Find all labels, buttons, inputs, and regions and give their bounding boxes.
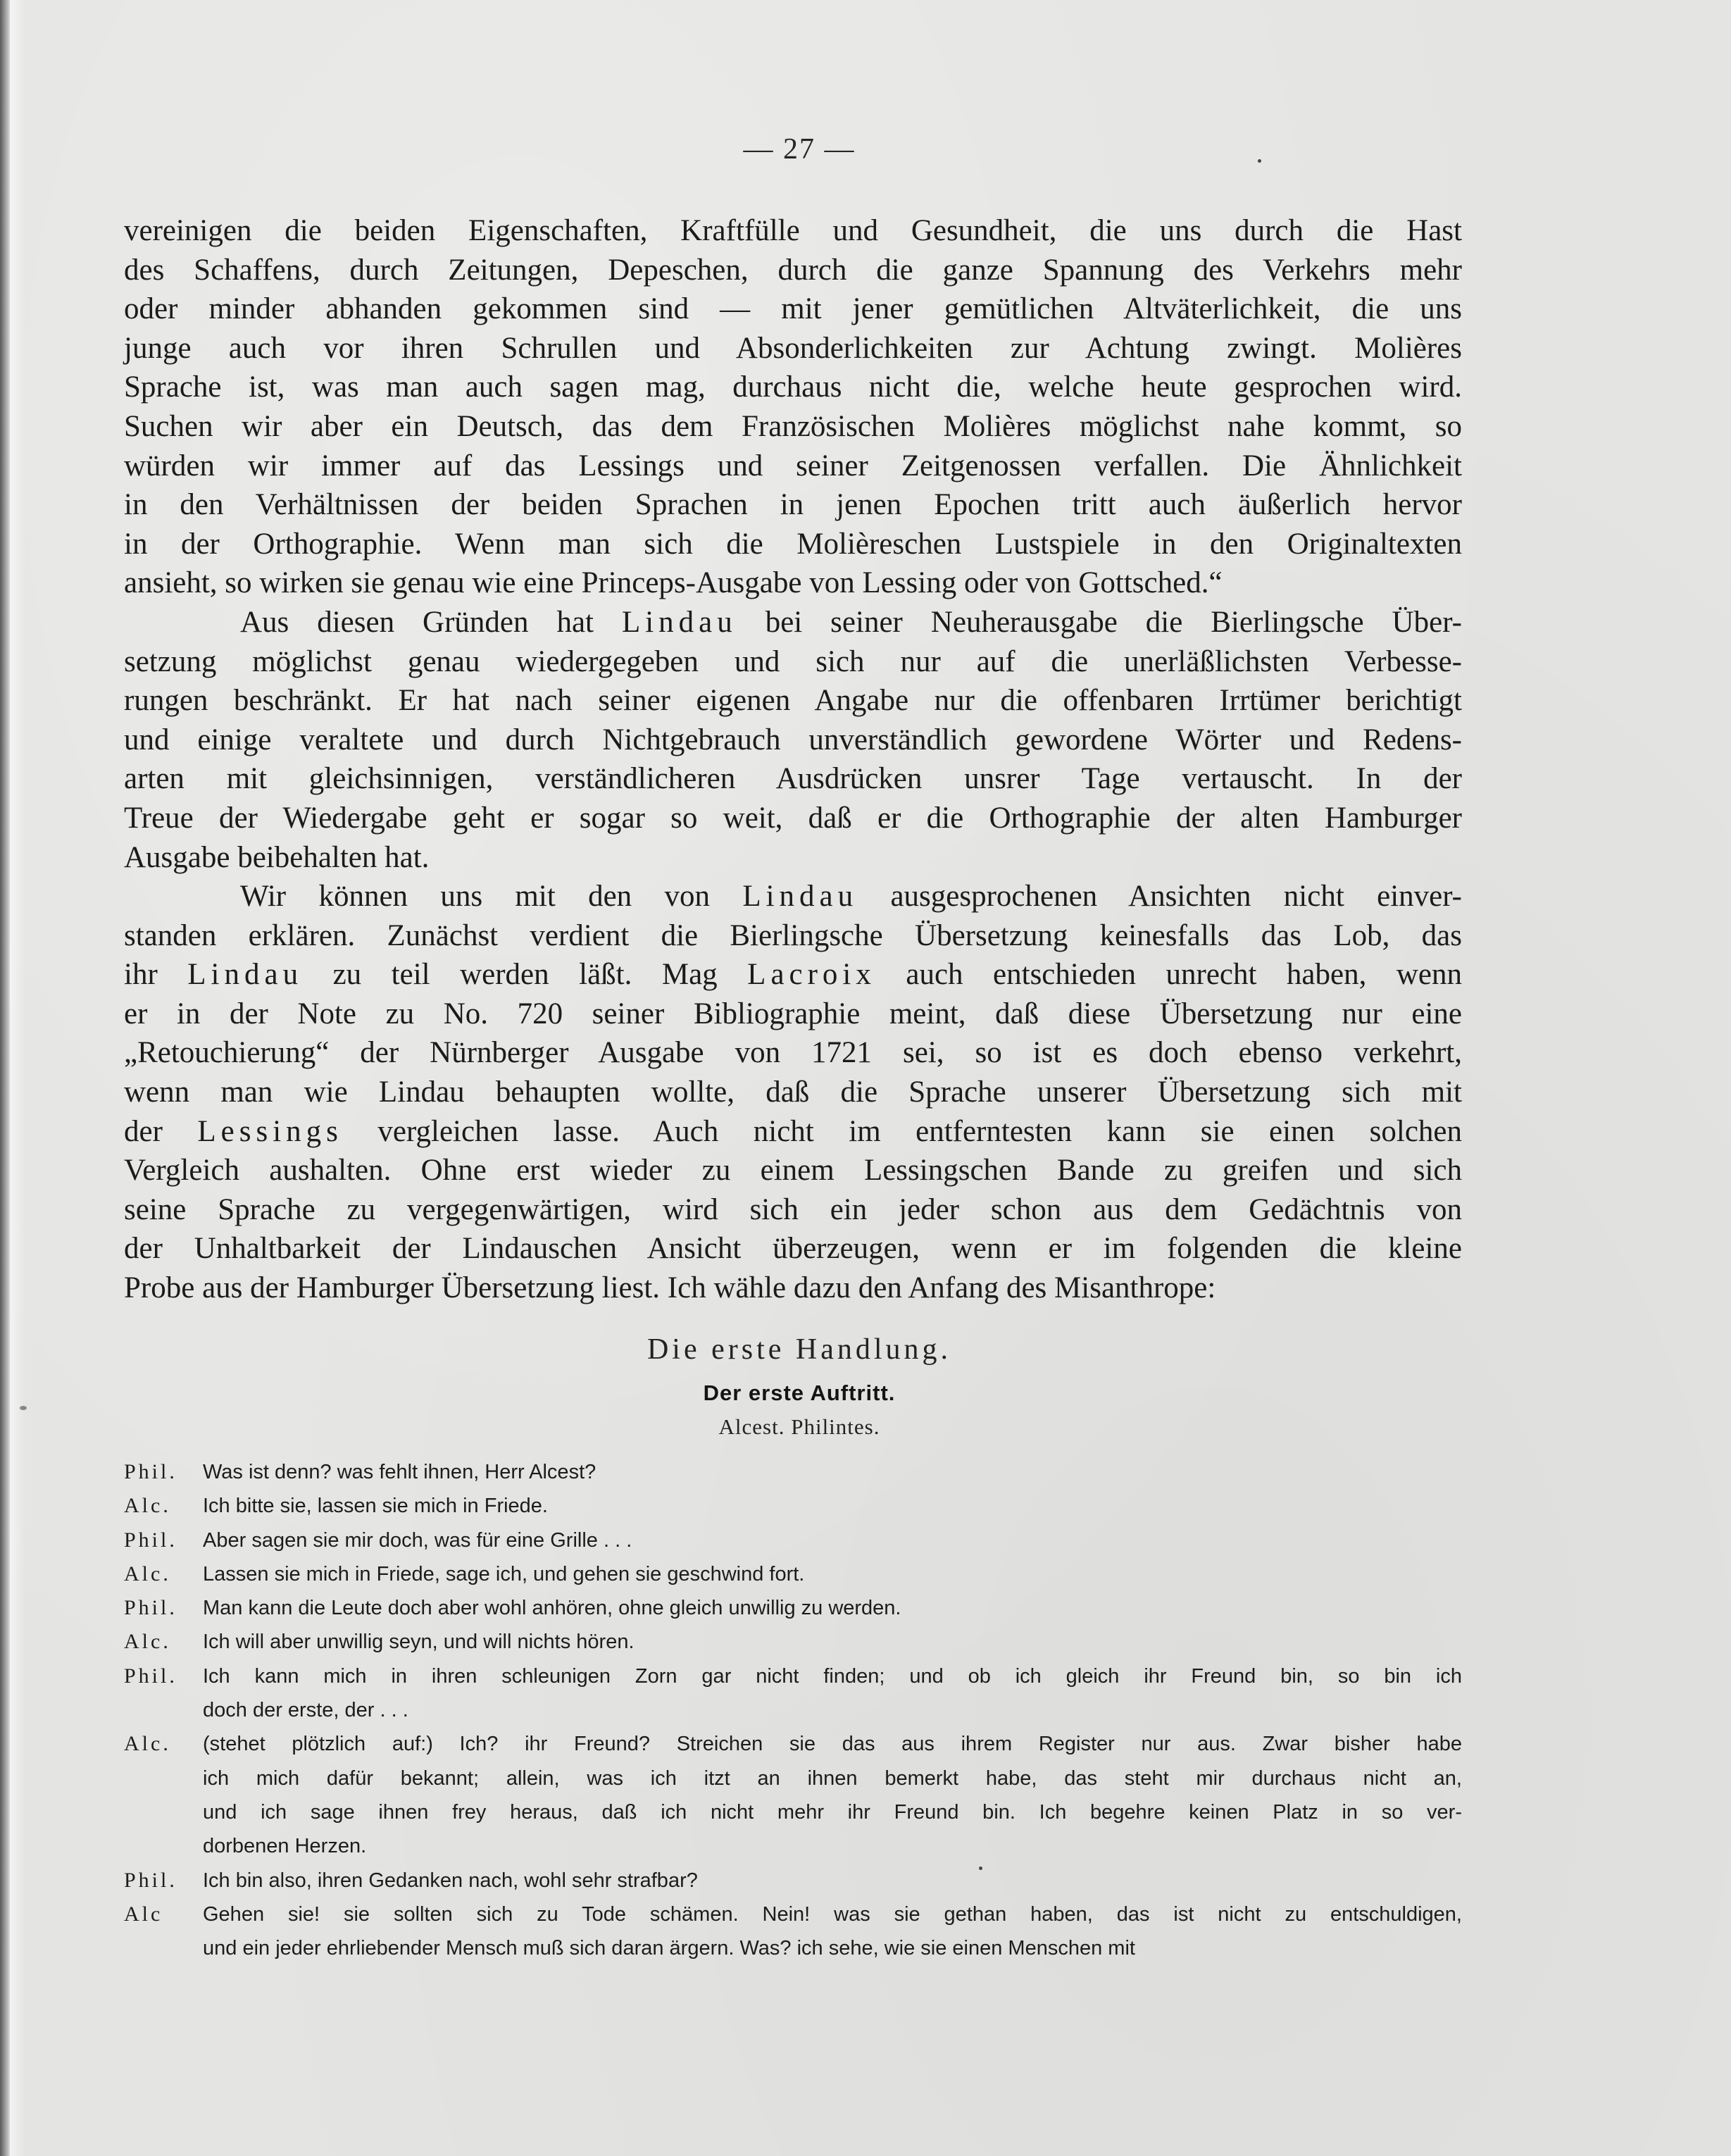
text-run: auch entschieden unrecht haben, wenn	[875, 958, 1462, 992]
speech	[124, 1625, 1462, 1659]
text-run: oder minder abhanden gekommen sind — mit jener gemütlichen Altväterlichkeit, die uns	[124, 292, 1462, 326]
text-run: der	[124, 1114, 198, 1148]
text-run: arten mit gleichsinnigen, verständlicheren Ausdrücken unsrer Tage vertauscht. In der	[124, 762, 1462, 796]
speech	[124, 1591, 1462, 1625]
speech-text	[203, 1591, 1462, 1625]
text-run: vereinigen die beiden Eigenschaften, Kraftfülle und Gesundheit, die uns durch die Hast	[124, 214, 1462, 247]
text-run: Vergleich aushalten. Ohne erst wieder zu einem Lessingschen Bande zu greifen und sich	[124, 1154, 1462, 1188]
text-run: Probe aus der Hamburger Übersetzung liest. Ich wähle dazu den Anfang des Misanthrope:	[124, 1271, 1216, 1305]
text-line	[124, 447, 1462, 486]
speech-line: Lassen sie mich in Friede, sage ich, und gehen sie geschwind fort.	[203, 1562, 805, 1585]
text-line	[124, 289, 1462, 329]
text-run: des Schaffens, durch Zeitungen, Depeschen, durch die ganze Spannung des Verkehrs mehr	[124, 253, 1462, 287]
speech-text	[203, 1557, 1462, 1591]
speech-line: Ich will aber unwillig seyn, und will nichts hören.	[203, 1631, 635, 1654]
text-run: junge auch vor ihren Schrullen und Absonderlichkeiten zur Achtung zwingt. Molières	[124, 331, 1462, 365]
text-line	[124, 485, 1462, 525]
text-line	[124, 329, 1462, 368]
text-line	[124, 1033, 1462, 1073]
text-run: „Retouchierung“ der Nürnberger Ausgabe von 1721 sei, so ist es doch ebenso verkehrt,	[124, 1036, 1462, 1070]
scene-heading: Der erste Auftritt.	[703, 1381, 896, 1405]
speech-line: Gehen sie! sie sollten sich zu Tode schämen. Nein! was sie gethan haben, das ist nicht zu entschuldigen,	[203, 1902, 1462, 1926]
text-run: zu teil werden läßt. Mag	[303, 958, 748, 992]
speech	[124, 1455, 1462, 1489]
speech-text	[203, 1727, 1462, 1863]
text-run: Suchen wir aber ein Deutsch, das dem Französischen Molières möglichst nahe kommt, so	[124, 409, 1462, 443]
speech-text	[203, 1625, 1462, 1659]
text-run: setzung möglichst genau wiedergegeben und sich nur auf die unerläßlichsten Verbesse-	[124, 644, 1462, 678]
speech-line: doch der erste, der . . .	[203, 1699, 408, 1722]
speech-line: Ich kann mich in ihren schleunigen Zorn gar nicht finden; und ob ich gleich ihr Freund bin, so bin ich	[203, 1664, 1462, 1688]
scan-speck	[979, 1867, 982, 1870]
text-run: ausgesprochenen Ansichten nicht einver-	[858, 880, 1463, 914]
speech	[124, 1489, 1462, 1523]
text-run: der Unhaltbarkeit der Lindauschen Ansicht überzeugen, wenn er im folgenden die kleine	[124, 1232, 1462, 1266]
text-run: ihr	[124, 958, 188, 992]
speaker-label: Phil.	[124, 1664, 177, 1688]
speaker-label: Phil.	[124, 1528, 177, 1552]
speaker-label: Phil.	[124, 1868, 177, 1892]
text-run: vergleichen lasse. Auch nicht im entferntesten kann sie einen solchen	[342, 1114, 1462, 1148]
text-line	[124, 995, 1462, 1034]
text-run: rungen beschränkt. Er hat nach seiner eigenen Angabe nur die offenbaren Irrtümer berichtigt	[124, 684, 1462, 718]
speaker-label: Alc.	[124, 1562, 171, 1585]
speech-line: Man kann die Leute doch aber wohl anhören, ohne gleich unwillig zu werden.	[203, 1597, 901, 1620]
text-line	[124, 251, 1462, 290]
text-line	[124, 407, 1462, 447]
speech-text	[203, 1864, 1462, 1898]
emphasized-name: Lindau	[187, 958, 304, 992]
text-line	[124, 1073, 1462, 1112]
text-run: wenn man wie Lindau behaupten wollte, daß die Sprache unserer Übersetzung sich mit	[124, 1076, 1462, 1109]
speaker-label: Phil.	[124, 1596, 177, 1620]
text-run: er in der Note zu No. 720 seiner Bibliographie meint, daß diese Übersetzung nur eine	[124, 997, 1462, 1030]
text-line	[124, 525, 1462, 564]
text-line	[124, 838, 1462, 878]
speech-line: und ein jeder ehrliebender Mensch muß sich daran ärgern. Was? ich sehe, wie sie einen Menschen mit	[203, 1937, 1135, 1960]
speech	[124, 1523, 1462, 1557]
text-line	[124, 603, 1462, 642]
speech	[124, 1727, 1462, 1863]
text-run: ansieht, so wirken sie genau wie eine Princeps-Ausgabe von Lessing oder von Gottsched.“	[124, 566, 1223, 600]
text-run: bei seiner Neuherausgabe die Bierlingsche Über-	[737, 605, 1462, 639]
text-run: und einige veraltete und durch Nichtgebrauch unverständlich gewordene Wörter und Redens-	[124, 723, 1462, 756]
text-run: in den Verhältnissen der beiden Sprachen in jenen Epochen tritt auch äußerlich hervor	[124, 488, 1462, 522]
text-line	[124, 916, 1462, 956]
dramatis-personae: Alcest. Philintes.	[718, 1414, 880, 1439]
speech-text	[203, 1489, 1462, 1523]
binding-shadow	[10, 0, 25, 2156]
text-run: standen erklären. Zunächst verdient die Bierlingsche Übersetzung keinesfalls das Lob, das	[124, 918, 1462, 952]
text-line	[124, 642, 1462, 682]
text-line	[124, 211, 1462, 251]
speech-text	[203, 1898, 1462, 1966]
speech	[124, 1864, 1462, 1898]
speech-line: (stehet plötzlich auf:) Ich? ihr Freund? Streichen sie das aus ihrem Register nur aus. Zwar bisher habe	[203, 1733, 1462, 1756]
speech-line: Was ist denn? was fehlt ihnen, Herr Alcest?	[203, 1461, 596, 1483]
speech	[124, 1557, 1462, 1591]
text-run: Sprache ist, was man auch sagen mag, durchaus nicht die, welche heute gesprochen wird.	[124, 370, 1462, 404]
dialogue	[124, 1455, 1462, 1965]
text-run: würden wir immer auf das Lessings und seiner Zeitgenossen verfallen. Die Ähnlichkeit	[124, 449, 1462, 482]
speech-line: ich mich dafür bekannt; allein, was ich itzt an ihnen bemerkt habe, das steht mir durchaus nicht an,	[203, 1766, 1462, 1790]
text-line	[124, 759, 1462, 799]
text-run: in der Orthographie. Wenn man sich die Molièreschen Lustspiele in den Originaltexten	[124, 527, 1462, 561]
speaker-label: Alc.	[124, 1630, 171, 1654]
body-text	[124, 211, 1462, 1308]
scan-speck	[1258, 159, 1261, 163]
text-line	[124, 1151, 1462, 1190]
text-run: Treue der Wiedergabe geht er sogar so weit, daß er die Orthographie der alten Hamburger	[124, 801, 1462, 835]
text-line	[124, 368, 1462, 407]
speaker-label: Alc.	[124, 1732, 171, 1756]
text-line	[124, 955, 1462, 995]
page-number: — 27 —	[743, 133, 856, 166]
speech-line: dorbenen Herzen.	[203, 1835, 367, 1858]
book-binding-edge	[0, 0, 10, 2156]
text-line	[124, 877, 1462, 916]
text-line	[124, 1190, 1462, 1230]
speech-line: Ich bitte sie, lassen sie mich in Friede.	[203, 1495, 548, 1518]
speech	[124, 1898, 1462, 1966]
text-line	[124, 1229, 1462, 1269]
emphasized-name: Lacroix	[747, 958, 876, 992]
text-run: Wir können uns mit den von	[240, 880, 743, 914]
speaker-label: Alc.	[124, 1494, 171, 1518]
scan-speck	[20, 1406, 27, 1410]
text-run: Aus diesen Gründen hat	[240, 605, 622, 639]
emphasized-name: Lindau	[621, 605, 737, 639]
act-heading: Die erste Handlung.	[646, 1333, 952, 1366]
text-line	[124, 1112, 1462, 1152]
speech-line: Ich bin also, ihren Gedanken nach, wohl sehr strafbar?	[203, 1869, 698, 1892]
speech-line: und ich sage ihnen frey heraus, daß ich nicht mehr ihr Freund bin. Ich begehre keinen Platz in so ver-	[203, 1800, 1462, 1824]
speech-text	[203, 1523, 1462, 1557]
text-line	[124, 681, 1462, 721]
emphasized-name: Lessings	[197, 1114, 343, 1148]
text-line	[124, 563, 1462, 603]
text-run: Ausgabe beibehalten hat.	[124, 840, 430, 874]
speech	[124, 1659, 1462, 1728]
speaker-label: Phil.	[124, 1460, 177, 1483]
text-line	[124, 1269, 1462, 1308]
speech-line: Aber sagen sie mir doch, was für eine Grille . . .	[203, 1528, 632, 1552]
text-run: seine Sprache zu vergegenwärtigen, wird sich ein jeder schon aus dem Gedächtnis von	[124, 1192, 1462, 1226]
speech-text	[203, 1455, 1462, 1489]
text-line	[124, 721, 1462, 760]
text-line	[124, 799, 1462, 838]
speaker-label: Alc	[124, 1902, 163, 1926]
emphasized-name: Lindau	[742, 880, 858, 914]
speech-text	[203, 1659, 1462, 1728]
